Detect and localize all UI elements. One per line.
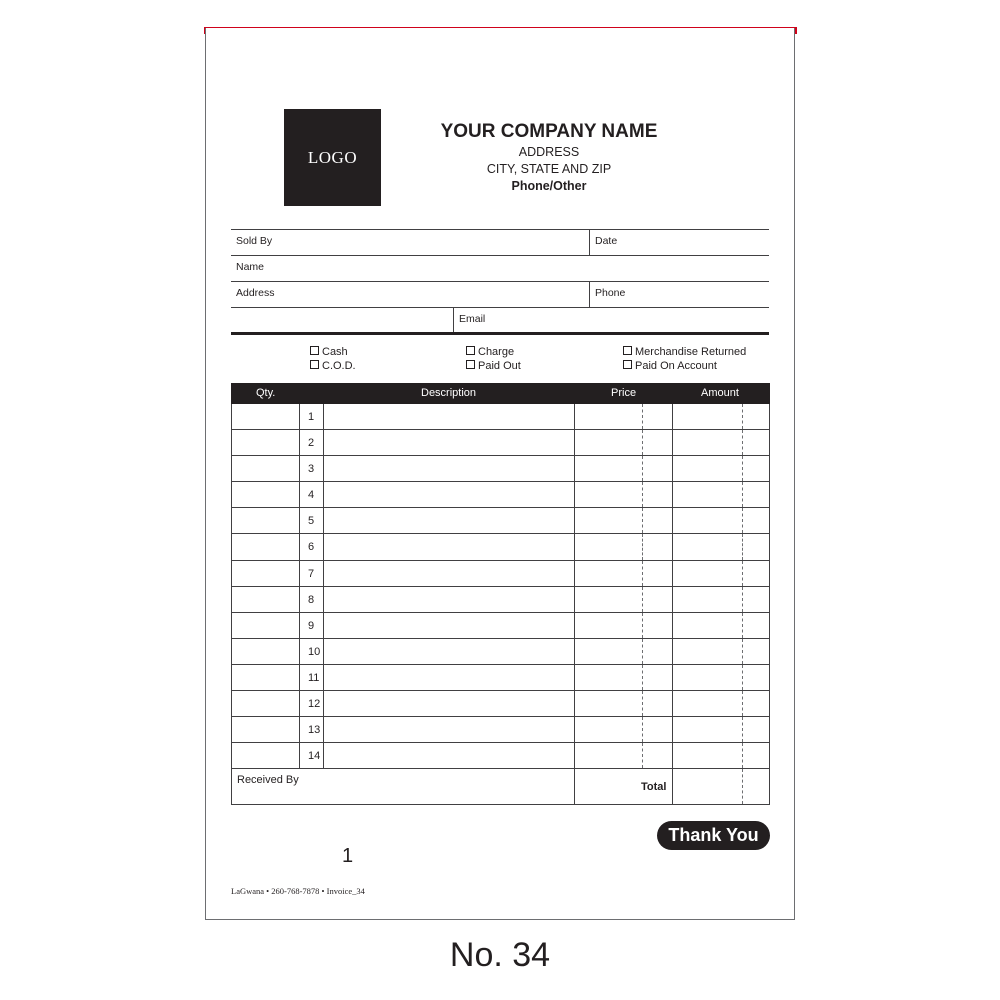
sold-by-label: Sold By: [236, 235, 273, 247]
checkbox-paid-on-account[interactable]: Paid On Account: [623, 359, 746, 373]
table-row[interactable]: [231, 482, 770, 508]
checkbox-icon[interactable]: [623, 360, 632, 369]
table-row[interactable]: [231, 456, 770, 482]
table-row[interactable]: [231, 717, 770, 743]
table-row[interactable]: [231, 534, 770, 560]
row-number: 6: [308, 541, 315, 554]
field-row-email[interactable]: [231, 307, 769, 335]
row-number: 4: [308, 489, 315, 502]
received-by-label: Received By: [237, 774, 299, 787]
table-row[interactable]: [231, 404, 770, 430]
payment-col-2: [466, 345, 521, 373]
company-block: [420, 120, 678, 195]
phone-label: Phone: [595, 287, 626, 299]
price-header: Price: [611, 387, 637, 399]
customer-fields: [231, 229, 769, 335]
table-row[interactable]: [231, 587, 770, 613]
name-label: Name: [236, 261, 265, 273]
table-header: [231, 383, 770, 404]
checkbox-cod[interactable]: C.O.D.: [310, 359, 356, 373]
qty-header: Qty.: [256, 387, 276, 399]
amount-header: Amount: [701, 387, 739, 399]
row-number: 8: [308, 593, 315, 606]
row-number: 5: [308, 515, 315, 528]
checkbox-icon[interactable]: [310, 346, 319, 355]
logo-placeholder: LOGO: [284, 109, 381, 206]
row-number: 9: [308, 619, 315, 632]
table-row[interactable]: [231, 613, 770, 639]
table-row[interactable]: [231, 430, 770, 456]
checkbox-merchandise-returned[interactable]: Merchandise Returned: [623, 345, 746, 359]
table-row[interactable]: [231, 561, 770, 587]
company-city: CITY, STATE AND ZIP: [486, 162, 612, 176]
checkbox-icon[interactable]: [466, 360, 475, 369]
company-name: YOUR COMPANY NAME: [440, 121, 658, 142]
row-number: 10: [308, 645, 321, 658]
field-row-sold-by[interactable]: [231, 229, 769, 255]
row-number: 1: [308, 411, 315, 423]
row-number: 7: [308, 567, 315, 580]
imprint-text: LaGwana • 260-768-7878 • Invoice_34: [231, 886, 365, 896]
field-row-address[interactable]: [231, 281, 769, 307]
table-row[interactable]: [231, 743, 770, 769]
address-label: Address: [236, 287, 275, 299]
row-number: 12: [308, 698, 321, 711]
form-caption: No. 34: [449, 936, 551, 974]
total-row: [231, 769, 770, 805]
row-number: 13: [308, 724, 321, 737]
checkbox-cash[interactable]: Cash: [310, 345, 356, 359]
table-row[interactable]: [231, 691, 770, 717]
checkbox-icon[interactable]: [310, 360, 319, 369]
table-row[interactable]: [231, 639, 770, 665]
checkbox-icon[interactable]: [623, 346, 632, 355]
thank-you-badge: Thank You: [657, 821, 770, 850]
company-phone: Phone/Other: [511, 179, 587, 193]
checkbox-charge[interactable]: Charge: [466, 345, 521, 359]
date-label: Date: [595, 235, 618, 247]
payment-col-1: [310, 345, 356, 373]
page-number: 1: [342, 845, 354, 867]
total-label: Total: [641, 781, 667, 794]
payment-col-3: [623, 345, 746, 373]
row-number: 11: [308, 671, 320, 684]
checkbox-paid-out[interactable]: Paid Out: [466, 359, 521, 373]
row-number: 14: [308, 750, 321, 763]
checkbox-icon[interactable]: [466, 346, 475, 355]
email-label: Email: [459, 313, 486, 325]
row-number: 2: [308, 437, 315, 450]
line-items-table: [231, 383, 770, 805]
company-address: ADDRESS: [518, 145, 580, 159]
row-number: 3: [308, 463, 315, 476]
table-row[interactable]: [231, 665, 770, 691]
field-row-name[interactable]: [231, 255, 769, 281]
description-header: Description: [421, 387, 477, 399]
table-row[interactable]: [231, 508, 770, 534]
